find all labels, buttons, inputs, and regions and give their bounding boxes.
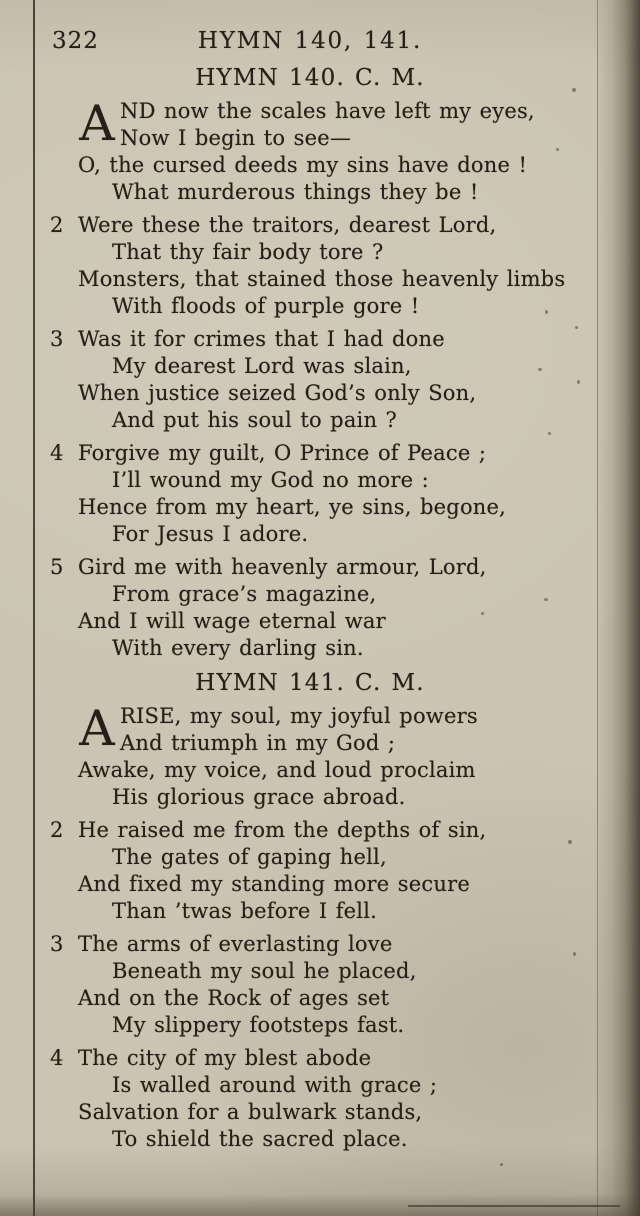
stanza-140-5: [46, 554, 574, 662]
verse-line: The gates of gaping hell,: [112, 845, 387, 869]
verse-line: Salvation for a bulwark stands,: [78, 1100, 423, 1124]
verse-number: 4: [50, 441, 64, 465]
verse-number: 4: [50, 1046, 64, 1070]
page-border-left: [33, 0, 35, 1216]
verse-number: 3: [50, 327, 64, 351]
verse-line: ND now the scales have left my eyes,: [120, 99, 535, 123]
ink-speck: [577, 380, 580, 384]
hymn-140-title: HYMN 140. C. M.: [195, 65, 425, 91]
verse-line: And triumph in my God ;: [120, 731, 396, 755]
verse-line: With floods of purple gore !: [112, 294, 420, 318]
stanza-141-3: [46, 931, 574, 1039]
verse-line: And fixed my standing more secure: [78, 872, 470, 896]
page-edge-line: [597, 0, 598, 1216]
verse-line: O, the cursed deeds my sins have done !: [78, 153, 528, 177]
verse-line: When justice seized God’s only Son,: [78, 381, 477, 405]
verse-line: To shield the sacred place.: [112, 1127, 408, 1151]
verse-line: The arms of everlasting love: [78, 932, 393, 956]
stanza-141-2: [46, 817, 574, 925]
page-edge-shadow: [594, 0, 640, 1216]
verse-line: RISE, my soul, my joyful powers: [120, 704, 478, 728]
verse-line: Monsters, that stained those heavenly limbs: [78, 267, 566, 291]
page-number: 322: [52, 28, 99, 54]
verse-line: Were these the traitors, dearest Lord,: [78, 213, 497, 237]
stanza-141-4: [46, 1045, 574, 1153]
verse-number: 2: [50, 213, 64, 237]
running-header: [46, 28, 574, 55]
stanza-140-4: [46, 440, 574, 548]
verse-line: For Jesus I adore.: [112, 522, 309, 546]
verse-line: That thy fair body tore ?: [112, 240, 384, 264]
dropcap-letter: A: [79, 700, 115, 757]
stanza-140-1: [46, 95, 574, 206]
dropcap-letter: A: [79, 95, 115, 152]
ink-speck: [500, 1163, 503, 1166]
hymn-text-block: [46, 28, 574, 1159]
verse-line: Awake, my voice, and loud proclaim: [78, 758, 476, 782]
verse-number: 2: [50, 818, 64, 842]
verse-line: And on the Rock of ages set: [78, 986, 390, 1010]
verse-line: Hence from my heart, ye sins, begone,: [78, 495, 507, 519]
verse-line: His glorious grace abroad.: [112, 785, 406, 809]
verse-line: With every darling sin.: [112, 636, 364, 660]
verse-line: Gird me with heavenly armour, Lord,: [78, 555, 487, 579]
verse-line: Is walled around with grace ;: [112, 1073, 438, 1097]
page-border-bottom: [408, 1205, 620, 1207]
verse-line: The city of my blest abode: [78, 1046, 372, 1070]
verse-number: 5: [50, 555, 64, 579]
verse-line: And put his soul to pain ?: [112, 408, 398, 432]
verse-line: Now I begin to see—: [120, 126, 352, 150]
verse-line: And I will wage eternal war: [78, 609, 386, 633]
verse-line: Beneath my soul he placed,: [112, 959, 417, 983]
verse-line: My dearest Lord was slain,: [112, 354, 412, 378]
verse-line: What murderous things they be !: [112, 180, 479, 204]
verse-number: 3: [50, 932, 64, 956]
stanza-140-2: [46, 212, 574, 320]
ink-speck: [575, 326, 578, 329]
verse-line: Than ’twas before I fell.: [112, 899, 378, 923]
verse-line: Was it for crimes that I had done: [78, 327, 445, 351]
running-header-title: HYMN 140, 141.: [197, 28, 423, 54]
verse-line: He raised me from the depths of sin,: [78, 818, 487, 842]
verse-line: Forgive my guilt, O Prince of Peace ;: [78, 441, 487, 465]
stanza-141-1: [46, 700, 574, 811]
hymn-141-title: HYMN 141. C. M.: [195, 670, 425, 696]
verse-line: My slippery footsteps fast.: [112, 1013, 405, 1037]
verse-line: From grace’s magazine,: [112, 582, 377, 606]
stanza-140-3: [46, 326, 574, 434]
verse-line: I’ll wound my God no more :: [112, 468, 429, 492]
